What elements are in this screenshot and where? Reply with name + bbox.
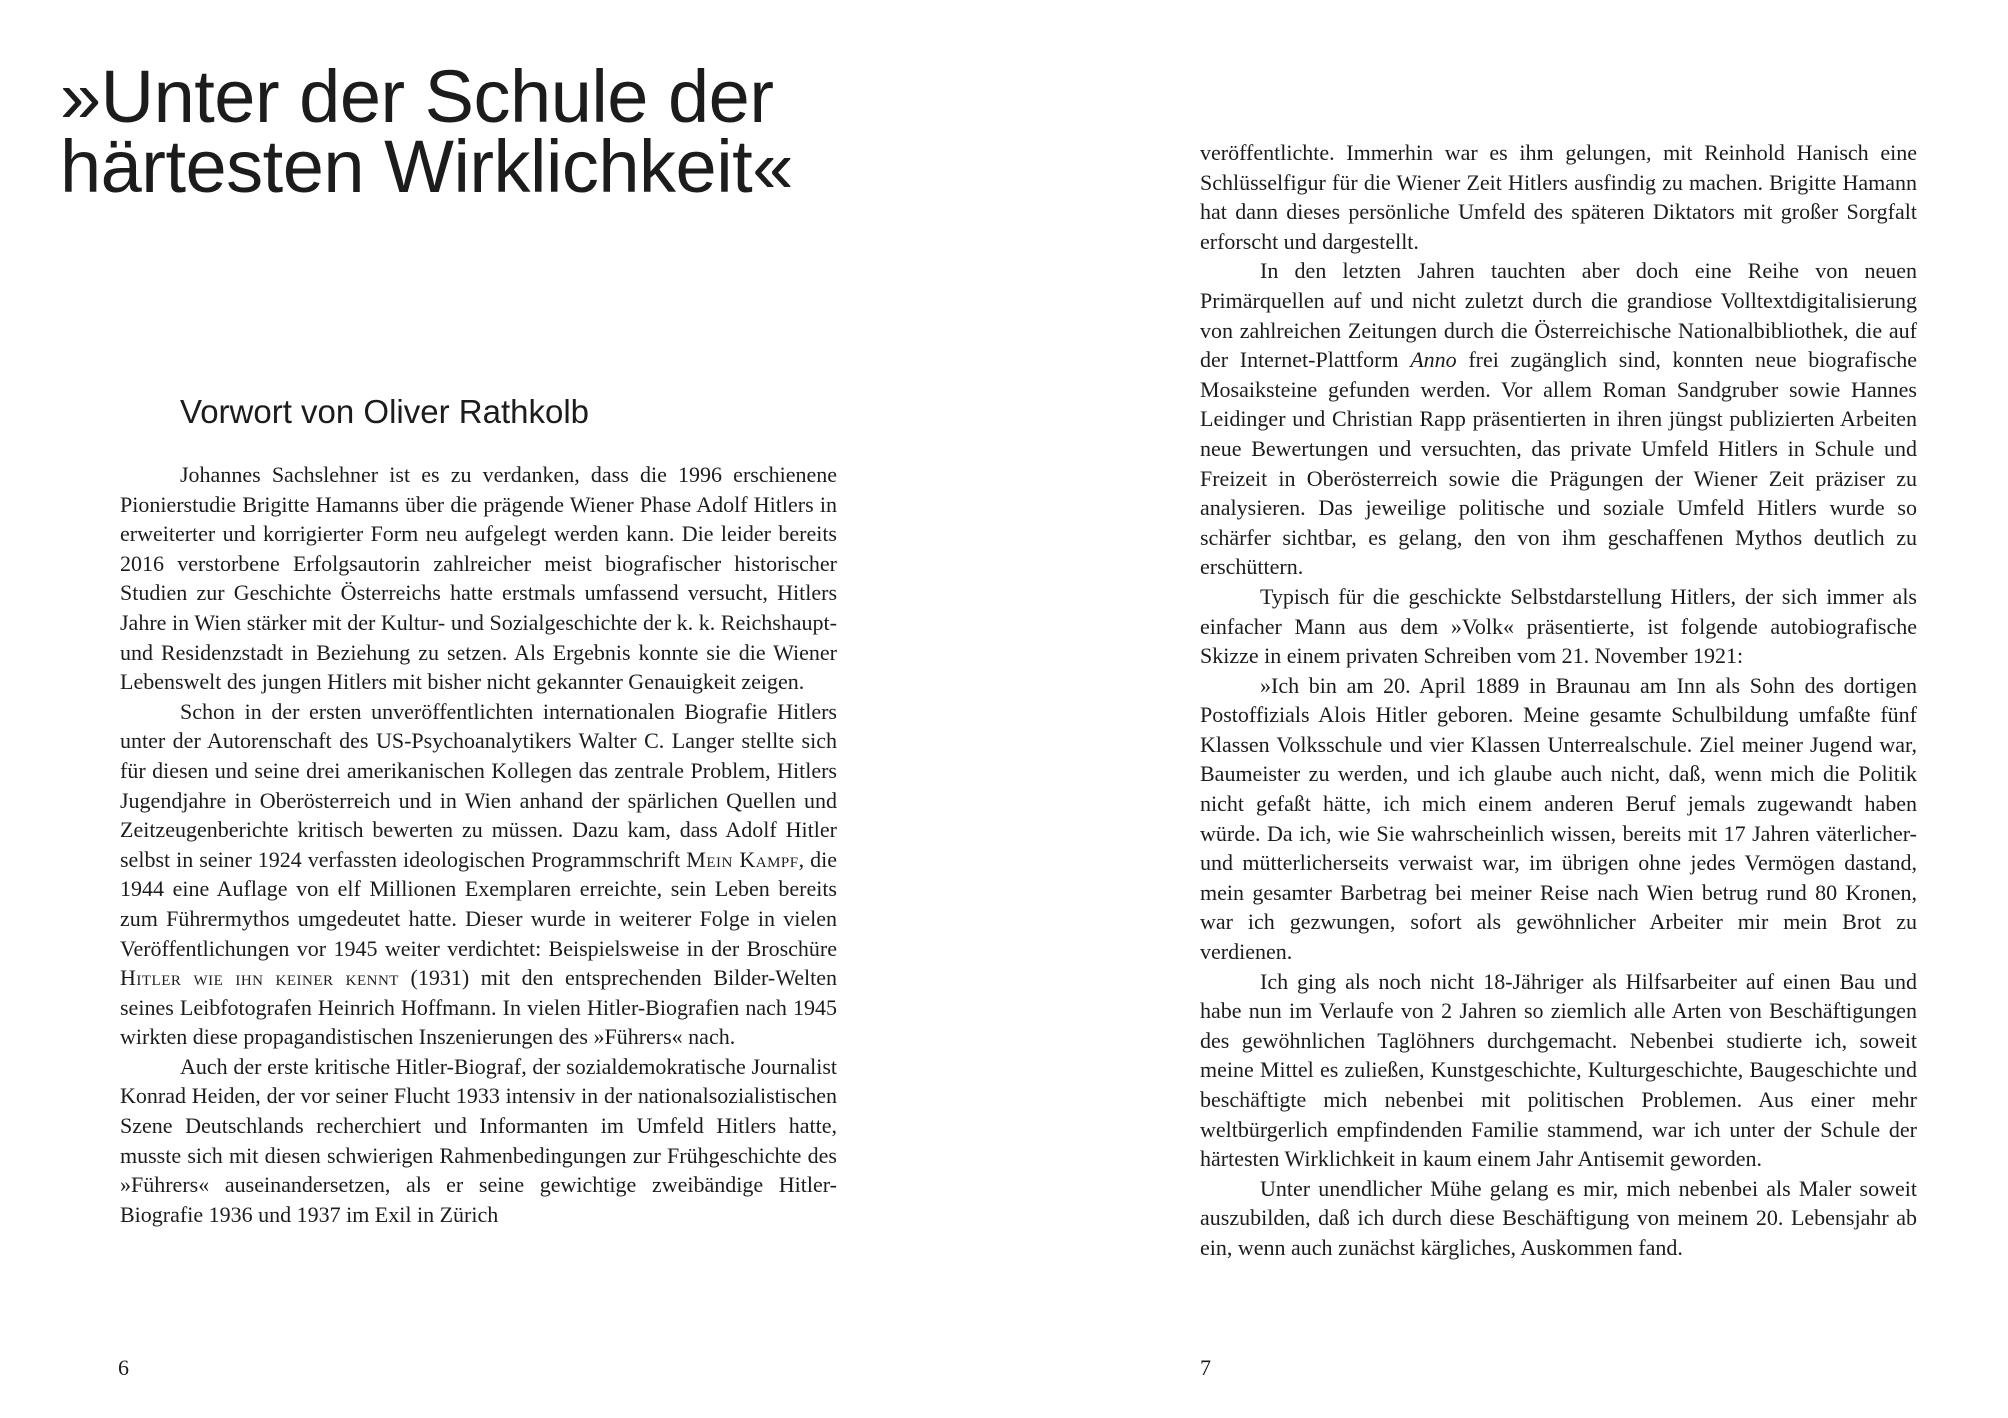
paragraph-text: Schon in der ersten unveröffentlichten internationalen Biografie Hitlers unter der Autorenschaft des US-Psychoanalytikers Walter C. Langer stellte sich für diesen und seine drei amerikanischen Kollegen das zentrale Problem, Hitlers Jugendjahre in Oberösterreich und in Wien anhand der spärlichen Quellen und Zeitzeugenberichte kritisch bewerten zu müssen. Dazu kam, dass Adolf Hitler selbst in seiner 1924 verfassten ideologischen Programmschrift xyxy=(120,698,837,872)
right-body-text xyxy=(1200,138,1917,1263)
paragraph: veröffentlichte. Immerhin war es ihm gelungen, mit Reinhold Hanisch eine Schlüsselfigur für die Wiener Zeit Hitlers ausfindig zu machen. Brigitte Hamann hat dann dieses persönliche Umfeld des späteren Diktators mit großer Sorgfalt erforscht und dargestellt. xyxy=(1200,140,1917,254)
paragraph-text: In den letzten Jahren tauchten aber doch eine Reihe von neuen Primärquellen auf und nicht zuletzt durch die grandiose Volltextdigitalisierung von zahlreichen Zeitungen durch die Österreichische Nationalbibliothek, die auf der Internet-Plattform xyxy=(1200,258,1917,373)
paragraph xyxy=(120,697,837,1052)
left-body-text xyxy=(120,460,837,1229)
chapter-title-line-1: »Unter der Schule der xyxy=(60,55,774,138)
paragraph: Johannes Sachslehner ist es zu verdanken, dass die 1996 erschienene Pionierstudie Brigitte Hamanns über die prägende Wiener Phase Adolf Hitlers in erweiterter und korrigierter Form neu aufgelegt werden kann. Die leider bereits 2016 verstorbene Erfolgsautorin zahlreicher meist biografischer historischer Studien zur Geschichte Österreichs hatte erstmals umfassend versucht, Hitlers Jahre in Wien stärker mit der Kultur- und Sozialgeschichte der k. k. Reichshaupt- und Residenzstadt in Beziehung zu setzen. Als Ergebnis konnte sie die Wiener Lebenswelt des jungen Hitlers mit bisher nicht gekannter Genauigkeit zeigen. xyxy=(120,462,837,695)
quote-paragraph: »Ich bin am 20. April 1889 in Braunau am Inn als Sohn des dortigen Postoffizials Alois Hitler geboren. Meine gesamte Schulbildung umfaßte fünf Klassen Volksschule und vier Klassen Unterrealschule. Ziel meiner Jugend war, Baumeister zu werden, und ich glaube auch nicht, daß, wenn mich die Politik nicht gefaßt hätte, ich mich einem anderen Beruf jemals zugewandt haben würde. Da ich, wie Sie wahrscheinlich wissen, bereits mit 17 Jahren väterlicher- und mütterlicherseits verwaist war, im übrigen ohne jedes Vermögen dastand, mein gesamter Barbetrag bei meiner Reise nach Wien betrug rund 80 Kronen, war ich gezwungen, sofort als gewöhnlicher Arbeiter mir mein Brot zu verdienen. xyxy=(1200,672,1917,965)
quote-paragraph: Ich ging als noch nicht 18-Jähriger als Hilfsarbeiter auf einen Bau und habe nun im Verlaufe von 2 Jahren so ziemlich alle Arten von Beschäftigungen des gewöhnlichen Taglöhners durchgemacht. Nebenbei studierte ich, soweit meine Mittel es zuließen, Kunstgeschichte, Kulturgeschichte, Baugeschichte und beschäftigte mich nebenbei mit politischen Problemen. Aus einer mehr weltbürgerlich empfindenden Familie stammend, war ich unter der Schule der härtesten Wirklichkeit in kaum einem Jahr Antisemit geworden. xyxy=(1200,968,1917,1172)
paragraph xyxy=(1200,256,1917,582)
paragraph: Typisch für die geschickte Selbstdarstellung Hitlers, der sich immer als einfacher Mann aus dem »Volk« präsentierte, ist folgende autobiografische Skizze in einem privaten Schreiben vom 21. November 1921: xyxy=(1200,583,1917,669)
foreword-heading: Vorwort von Oliver Rathkolb xyxy=(180,393,590,430)
paragraph: Auch der erste kritische Hitler-Biograf, der sozialdemokratische Journalist Konrad Heiden, der vor seiner Flucht 1933 intensiv in der nationalsozialistischen Szene Deutschlands recherchiert und Informanten im Umfeld Hitlers hatte, musste sich mit diesen schwierigen Rahmenbedingungen zur Frühgeschichte des »Führers« auseinandersetzen, als er seine gewichtige zweibändige Hitler-Biografie 1936 und 1937 im Exil in Zürich xyxy=(120,1053,837,1227)
paragraph-text: , die 1944 eine Auflage von elf Millionen Exemplaren erreichte, sein Leben bereits zum Führermythos umgedeutet hatte. Dieser wurde in weiterer Folge in vielen Veröffentlichungen vor 1945 weiter verdichtet: Beispielsweise in der Broschüre xyxy=(120,846,837,961)
page-number: 6 xyxy=(118,1355,129,1380)
paragraph-text: frei zugänglich sind, konnten neue biografische Mosaiksteine gefunden werden. Vor allem Roman Sandgruber sowie Hannes Leidinger und Christian Rapp präsentierten in ihren jüngst publizierten Arbeiten neue Bewertungen und versuchten, das private Umfeld Hitlers in Schule und Freizeit in Oberösterreich sowie die Prägungen der Wiener Zeit präziser zu analysieren. Das jeweilige politische und soziale Umfeld Hitlers wurde so schärfer sichtbar, es gelang, den von ihm geschaffenen Mythos deutlich zu erschüttern. xyxy=(1200,347,1917,580)
page-number: 7 xyxy=(1200,1355,1211,1380)
right-page xyxy=(1004,0,2008,1418)
paragraph-text: (1931) mit den entsprechenden Bilder-Welten seines Leibfotografen Heinrich Hoffmann. In vielen Hitler-Biografien nach 1945 wirkten diese propagandistischen Inszenierungen des »Führers« nach. xyxy=(120,965,837,1050)
book-title-mein-kampf: Mein Kampf xyxy=(686,846,799,872)
chapter-title xyxy=(60,55,960,208)
quote-paragraph: Unter unendlicher Mühe gelang es mir, mich nebenbei als Maler soweit auszubilden, daß ich durch diese Beschäftigung von meinem 20. Lebensjahr ab ein, wenn auch zunächst kärgliches, Auskommen fand. xyxy=(1200,1175,1917,1260)
platform-name: Anno xyxy=(1410,347,1457,373)
chapter-title-line-2: härtesten Wirklichkeit« xyxy=(60,125,793,208)
book-title-brochure: Hitler wie ihn keiner kennt xyxy=(120,965,399,991)
